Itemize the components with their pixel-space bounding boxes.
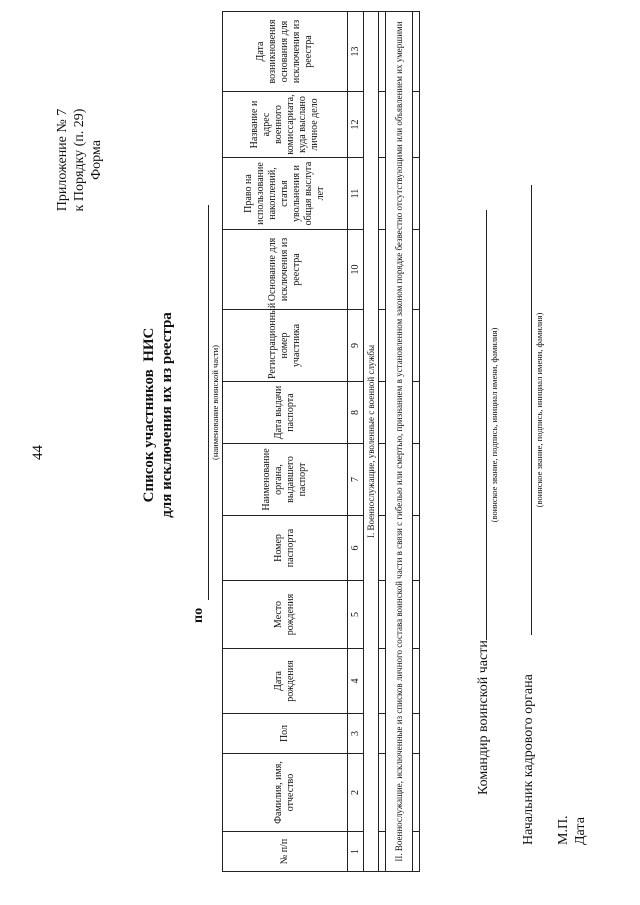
appendix-line-1: Приложение № 7 <box>55 108 70 212</box>
blank-cell <box>413 516 420 581</box>
header-cell: Место рождения <box>223 581 348 649</box>
blank-cell <box>413 382 420 444</box>
column-number: 6 <box>348 516 364 581</box>
blank-cell <box>379 12 386 92</box>
column-number: 2 <box>348 754 364 832</box>
column-number: 10 <box>348 230 364 310</box>
blank-row <box>413 12 420 872</box>
column-number: 1 <box>348 832 364 872</box>
blank-cell <box>379 230 386 310</box>
column-number: 12 <box>348 92 364 158</box>
commander-signature-line <box>486 210 487 640</box>
blank-cell <box>379 516 386 581</box>
blank-cell <box>413 581 420 649</box>
header-cell: Право на использование накоплений, статья увольнения и общая выслуга лет <box>223 158 348 230</box>
blank-cell <box>379 714 386 754</box>
column-number: 11 <box>348 158 364 230</box>
blank-cell <box>413 754 420 832</box>
column-number: 8 <box>348 382 364 444</box>
header-cell: Наименование органа, выдавшего паспорт <box>223 444 348 516</box>
blank-cell <box>379 649 386 714</box>
header-cell: Дата выдачи паспорта <box>223 382 348 444</box>
unit-name-caption: (наименование воинской части) <box>210 345 220 460</box>
blank-cell <box>413 649 420 714</box>
hr-chief-label: Начальник кадрового органа <box>521 674 536 845</box>
section-2-heading: II. Военнослужащие, исключенные из списков личного состава воинской части в связи с гибелью или смертью, признанием в установленном законом порядке безвестно отсутствующими или объявлением их умершими <box>386 12 413 872</box>
header-cell: Основание для исключения из реестра <box>223 230 348 310</box>
blank-cell <box>379 444 386 516</box>
section-1-heading: I. Военнослужащие, уволенные с военной службы <box>364 12 379 872</box>
title-line-2: для исключения их из реестра <box>159 312 175 518</box>
table-header-row <box>223 12 348 872</box>
header-cell: Пол <box>223 714 348 754</box>
blank-cell <box>413 310 420 382</box>
unit-name-line <box>208 205 209 600</box>
hr-chief-signature-caption: (воинское звание, подпись, инициал имени, фамилия) <box>534 312 544 508</box>
commander-signature-caption: (воинское звание, подпись, инициал имени, фамилия) <box>489 327 499 523</box>
appendix-reference <box>54 35 105 285</box>
column-number: 5 <box>348 581 364 649</box>
column-number: 9 <box>348 310 364 382</box>
column-number: 7 <box>348 444 364 516</box>
blank-cell <box>379 310 386 382</box>
header-cell: Фамилия, имя, отчество <box>223 754 348 832</box>
blank-cell <box>379 832 386 872</box>
form-title <box>140 155 176 675</box>
unit-prefix: по <box>191 607 206 623</box>
column-number: 3 <box>348 714 364 754</box>
header-cell: Название и адрес военного комиссариата, куда выслано личное дело <box>223 92 348 158</box>
blank-cell <box>413 92 420 158</box>
stamp-placeholder: М.П. <box>556 815 571 845</box>
blank-cell <box>413 158 420 230</box>
commander-label: Командир воинской части <box>476 640 491 795</box>
header-cell: Номер паспорта <box>223 516 348 581</box>
blank-row <box>379 12 386 872</box>
blank-cell <box>379 581 386 649</box>
blank-cell <box>413 714 420 754</box>
blank-cell <box>413 444 420 516</box>
column-number: 13 <box>348 12 364 92</box>
blank-cell <box>379 754 386 832</box>
blank-cell <box>413 230 420 310</box>
title-line-1: Список участников НИС <box>141 327 157 503</box>
header-cell: Дата рождения <box>223 649 348 714</box>
appendix-line-2: к Порядку (п. 29) <box>72 108 87 212</box>
blank-cell <box>379 92 386 158</box>
participants-table <box>222 11 420 872</box>
blank-cell <box>379 158 386 230</box>
column-number-row <box>348 12 364 872</box>
date-label: Дата <box>573 817 588 845</box>
blank-cell <box>413 12 420 92</box>
blank-cell <box>379 382 386 444</box>
blank-cell <box>413 832 420 872</box>
page-number: 44 <box>30 445 46 460</box>
section-2-row <box>386 12 413 872</box>
hr-chief-signature-line <box>531 185 532 635</box>
column-number: 4 <box>348 649 364 714</box>
section-1-row <box>364 12 379 872</box>
appendix-line-3: Форма <box>89 140 104 180</box>
header-cell: № п/п <box>223 832 348 872</box>
header-cell: Регистрационный номер участника <box>223 310 348 382</box>
header-cell: Дата возникновения основания для исключения из реестра <box>223 12 348 92</box>
